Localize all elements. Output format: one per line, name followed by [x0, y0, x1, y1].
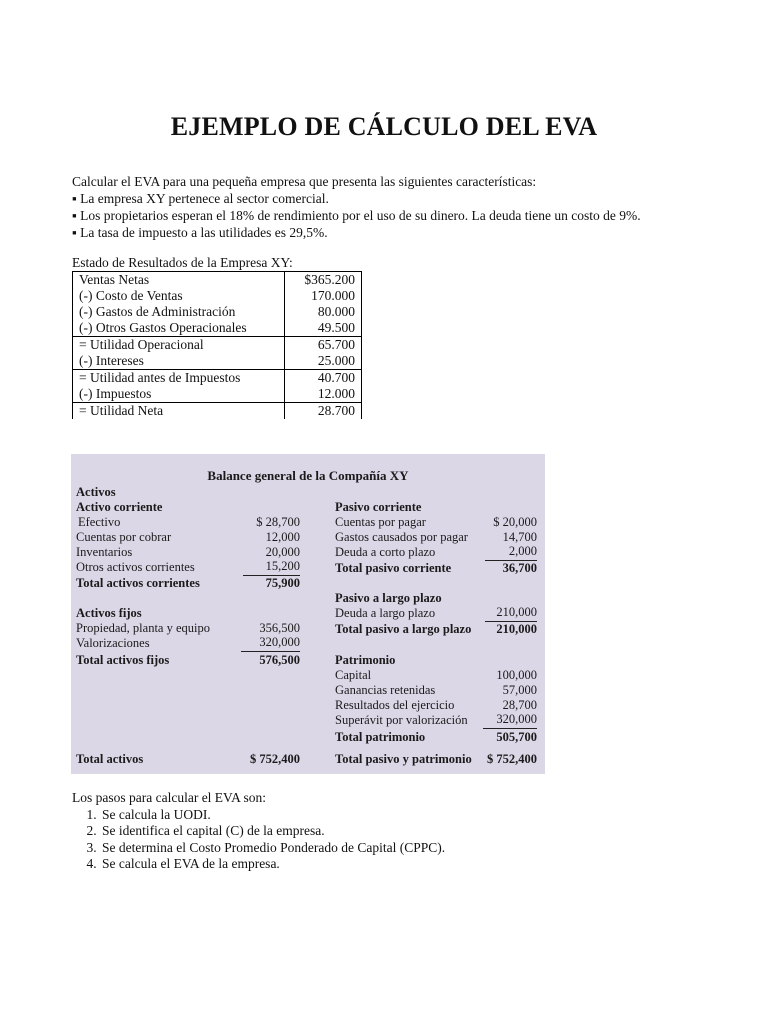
intro-bullet: ▪ Los propietarios esperan el 18% de rendimiento por el uso de su dinero. La deuda tiene un costo de 9%. [72, 208, 641, 223]
row-value: 49.500 [285, 320, 362, 337]
intro-section [72, 173, 732, 241]
list-item: 4. Se calcula el EVA de la empresa. [100, 856, 445, 873]
total-current-liabilities-value: 36,700 [502, 561, 537, 575]
receivables-value: 12,000 [265, 530, 300, 544]
row-value: 170.000 [285, 288, 362, 304]
row-label: Ventas Netas [73, 272, 285, 289]
capital-label: Capital [335, 668, 372, 682]
table-row [73, 370, 362, 387]
row-value: $365.200 [285, 272, 362, 289]
payables-value: $ 20,000 [493, 515, 537, 529]
total-assets-label: Total activos [76, 752, 144, 766]
inventory-value: 20,000 [265, 545, 300, 559]
list-item: 3. Se determina el Costo Promedio Ponderado de Capital (CPPC). [100, 840, 445, 857]
table-row [73, 320, 362, 337]
total-fixed-assets-label: Total activos fijos [76, 653, 170, 667]
equity-heading: Patrimonio [335, 653, 396, 667]
row-label: = Utilidad antes de Impuestos [73, 370, 285, 387]
table-row [73, 304, 362, 320]
retained-earnings-label: Ganancias retenidas [335, 683, 436, 697]
retained-earnings-value: 57,000 [502, 683, 537, 697]
income-statement-title: Estado de Resultados de la Empresa XY: [72, 255, 293, 270]
list-item: 2. Se identifica el capital (C) de la empresa. [100, 823, 445, 840]
table-row [73, 403, 362, 420]
long-term-liabilities-heading: Pasivo a largo plazo [335, 591, 442, 605]
inventory-label: Inventarios [76, 545, 133, 559]
revaluation-surplus-label: Superávit por valorización [335, 713, 468, 727]
row-value: 28.700 [285, 403, 362, 420]
total-equity-value: 505,700 [496, 730, 537, 744]
row-label: = Utilidad Operacional [73, 337, 285, 354]
row-value: 25.000 [285, 353, 362, 370]
total-current-assets-value: 75,900 [265, 576, 300, 590]
row-label: (-) Costo de Ventas [73, 288, 285, 304]
balance-sheet-figure [71, 454, 545, 774]
balance-title: Balance general de la Compañía XY [207, 468, 409, 483]
total-liabilities-equity-value: $ 752,400 [487, 752, 537, 766]
table-row [73, 272, 362, 289]
cash-label: Efectivo [78, 515, 121, 529]
total-long-term-liabilities-value: 210,000 [496, 622, 537, 636]
total-current-liabilities-label: Total pasivo corriente [335, 561, 452, 575]
steps-lead: Los pasos para calcular el EVA son: [72, 790, 266, 805]
accrued-expenses-label: Gastos causados por pagar [335, 530, 468, 544]
intro-bullet: ▪ La tasa de impuesto a las utilidades es 29,5%. [72, 225, 328, 240]
current-liabilities-heading: Pasivo corriente [335, 500, 422, 514]
row-label: (-) Intereses [73, 353, 285, 370]
total-equity-label: Total patrimonio [335, 730, 426, 744]
other-current-assets-label: Otros activos corrientes [76, 560, 195, 574]
table-row [73, 337, 362, 354]
period-results-value: 28,700 [502, 698, 537, 712]
ppe-value: 356,500 [259, 621, 300, 635]
long-term-debt-label: Deuda a largo plazo [335, 606, 436, 620]
row-label: (-) Gastos de Administración [73, 304, 285, 320]
list-item: 1. Se calcula la UODI. [100, 807, 445, 824]
intro-lead: Calcular el EVA para una pequeña empresa que presenta las siguientes características: [72, 174, 537, 189]
cash-value: $ 28,700 [256, 515, 300, 529]
short-term-debt-value: 2,000 [485, 544, 537, 561]
table-row [73, 353, 362, 370]
period-results-label: Resultados del ejercicio [335, 698, 455, 712]
row-value: 12.000 [285, 386, 362, 403]
total-liabilities-equity-label: Total pasivo y patrimonio [335, 752, 472, 766]
capital-value: 100,000 [496, 668, 537, 682]
row-value: 65.700 [285, 337, 362, 354]
valuations-label: Valorizaciones [76, 636, 150, 650]
ppe-label: Propiedad, planta y equipo [76, 621, 210, 635]
short-term-debt-label: Deuda a corto plazo [335, 545, 436, 559]
other-current-assets-value: 15,200 [243, 559, 300, 576]
receivables-label: Cuentas por cobrar [76, 530, 172, 544]
row-value: 80.000 [285, 304, 362, 320]
total-fixed-assets-value: 576,500 [259, 653, 300, 667]
steps-section [72, 790, 445, 873]
row-label: (-) Impuestos [73, 386, 285, 403]
total-long-term-liabilities-label: Total pasivo a largo plazo [335, 622, 472, 636]
accrued-expenses-value: 14,700 [502, 530, 537, 544]
intro-bullet: ▪ La empresa XY pertenece al sector comercial. [72, 191, 329, 206]
row-value: 40.700 [285, 370, 362, 387]
payables-label: Cuentas por pagar [335, 515, 426, 529]
income-statement-table [72, 271, 362, 419]
valuations-value: 320,000 [241, 635, 300, 652]
long-term-debt-value: 210,000 [485, 605, 537, 622]
total-current-assets-label: Total activos corrientes [76, 576, 200, 590]
revaluation-surplus-value: 320,000 [483, 712, 537, 729]
row-label: = Utilidad Neta [73, 403, 285, 420]
current-assets-heading: Activo corriente [76, 500, 163, 514]
document-title: EJEMPLO DE CÁLCULO DEL EVA [170, 112, 598, 141]
total-assets-value: $ 752,400 [250, 752, 300, 766]
assets-heading: Activos [76, 485, 116, 499]
steps-list [72, 807, 445, 873]
row-label: (-) Otros Gastos Operacionales [73, 320, 285, 337]
table-row [73, 288, 362, 304]
fixed-assets-heading: Activos fijos [76, 606, 142, 620]
table-row [73, 386, 362, 403]
